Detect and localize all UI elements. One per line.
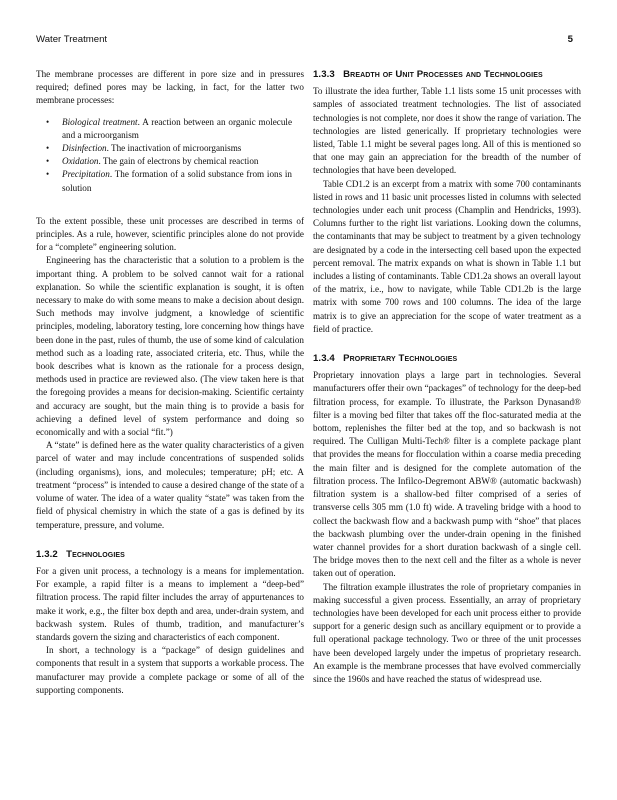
body-paragraph: For a given unit process, a technology is a means for implementation. For example, a rapid filter is a means to implement a “deep-bed” filtration process. The rapid filter includes the array of appurtenances to make it work, e.g., the filter box depth and area, under-drain system, and backwash system. Rules of thumb, tradition, and manufacturer’s standards govern the sizing and characteristics of each component. — [36, 565, 304, 642]
list-item: • Disinfection. The inactivation of microorganisms — [62, 142, 304, 155]
list-item: • Oxidation. The gain of electrons by chemical reaction — [62, 155, 304, 168]
bullet-icon: • — [46, 169, 50, 180]
body-paragraph: To illustrate the idea further, Table 1.1 lists some 15 unit processes with samples of associated treatment technologies. The list of associated technologies is not complete, nor does it show the range of variation. The technologies are listed generically. If proprietary technologies were listed, Table 1.1 might be several pages long. All of this is mentioned so that one may gain an appreciation for the breadth of the number of technologies that have been developed. — [313, 86, 581, 176]
right-column — [313, 68, 581, 686]
bullet-icon: • — [46, 156, 50, 167]
body-paragraph: The filtration example illustrates the role of proprietary companies in making successful a given process. Essentially, an array of proprietary technologies have been developed for each unit process either to provide support for a generic design such as ancillary equipment or to provide a full operational package technology. Two or three of the unit processes have been developed largely under the impetus of proprietary research. An example is the membrane processes that have evolved commercially since the 1960s and have reached the status of widespread use. — [313, 581, 581, 684]
bullet-icon: • — [46, 143, 50, 154]
body-paragraph: Table CD1.2 is an excerpt from a matrix with some 700 contaminants listed in rows and 11 basic unit processes listed in columns with selected technologies under each unit process (Champlin and Hendricks, 1993). Columns further to the right list variations. Looking down the columns, the contaminants that may be subject to treatment by a given technology are designated by a code in the intersecting cell based upon the expected percent removal. The matrix expands on what is shown in Table 1.1 but includes a listing of contaminants. Table CD1.2a shows an overall layout of the matrix, i.e., how to navigate, while Table CD1.2b is the large matrix with some 700 rows and 100 columns. The idea of the large matrix is to give an appreciation for the scope of water treatment as a field of practice. — [313, 178, 581, 334]
section-heading-1-3-2: 1.3.2 Technologies — [36, 548, 125, 560]
section-heading-1-3-3: 1.3.3 Breadth of Unit Processes and Technologies — [313, 69, 543, 80]
running-header — [36, 34, 573, 45]
list-item: • Precipitation. The formation of a solid substance from ions in solution — [46, 169, 292, 193]
page-number: 5 — [567, 34, 573, 45]
body-paragraph: In short, a technology is a “package” of design guidelines and components that result in a system that supports a workable process. The manufacturer may provide a complete package or some of all of the supporting components. — [36, 645, 304, 695]
left-column — [36, 68, 304, 697]
body-paragraph: Engineering has the characteristic that a solution to a problem is the important thing. A problem to be solved cannot wait for a rational explanation. So while the scientific explanation is sought, it is often necessary to make do with some means to make a decision about design. Such methods may involve judgment, a knowledge of scientific principles, modeling, laboratory testing, lore concerning how things have been done in the past, rules of thumb, the use of some kind of calculation method such as a loading rate, associated criteria, etc. Thus, while the book describes what is known as the rationale for a process design, methods used in practice are reviewed also. (The view taken here is that the foregoing provides a means for decision-making. Scientific certainty and accuracy are sought, but the main thing is to provide a basis for achieving a defined level of system performance and doing so economically and with a social “fit.”) — [36, 255, 304, 438]
body-paragraph: A “state” is defined here as the water quality characteristics of a given parcel of water and may include concentrations of suspended solids (including organisms), ions, and molecules; temperature; pH; etc. A treatment “process” is intended to cause a desired change of the state of a volume of water. The idea of a water quality “state” was taken from the field of physical chemistry in which the state of a gas is defined by its temperature, pressure, and volume. — [36, 440, 304, 530]
running-title: Water Treatment — [36, 34, 108, 45]
body-paragraph: Proprietary innovation plays a large part in technologies. Several manufacturers offer their own “packages” of technology for the deep-bed filtration process, for example. To illustrate, the Parkson Dynasand® filter is a moving bed filter that takes off the floc-saturated media at the bottom, replenishes the filter bed at the top, and so backwash is not required. The Culligan Multi-Tech® filter is a complete package plant that provides the means for flocculation within a coarse media preceding the main filter and is designed for the complete automation of the filtration process. The Infilco-Degremont ABW® (automatic backwash) filtration system is a shallow-bed filter comprised of a series of transverse cells 305 mm (1.0 ft) wide. A traveling bridge with a hood to collect the backwash flow and a backwash pump with “shoe” that places the backwash plumbing over the under-drain opening in the finished water channel provides for a short duration backwash of a single cell. The bridge moves then to the next cell and the filter as a whole is never taken out of operation. — [313, 370, 581, 579]
bullet-icon: • — [46, 116, 50, 127]
section-heading-1-3-4: 1.3.4 Proprietary Technologies — [313, 353, 458, 365]
list-item: • Biological treatment. A reaction between an organic molecule and a microorganism — [46, 116, 292, 140]
body-paragraph: To the extent possible, these unit processes are described in terms of principles. As a rule, however, scientific principles alone do not provide for a “complete” engineering solution. — [36, 215, 304, 253]
intro-paragraph: The membrane processes are different in pore size and in pressures required; defined pores may be lacking, in fact, for the latter two membrane processes: — [36, 69, 304, 106]
unit-process-list — [36, 116, 304, 195]
